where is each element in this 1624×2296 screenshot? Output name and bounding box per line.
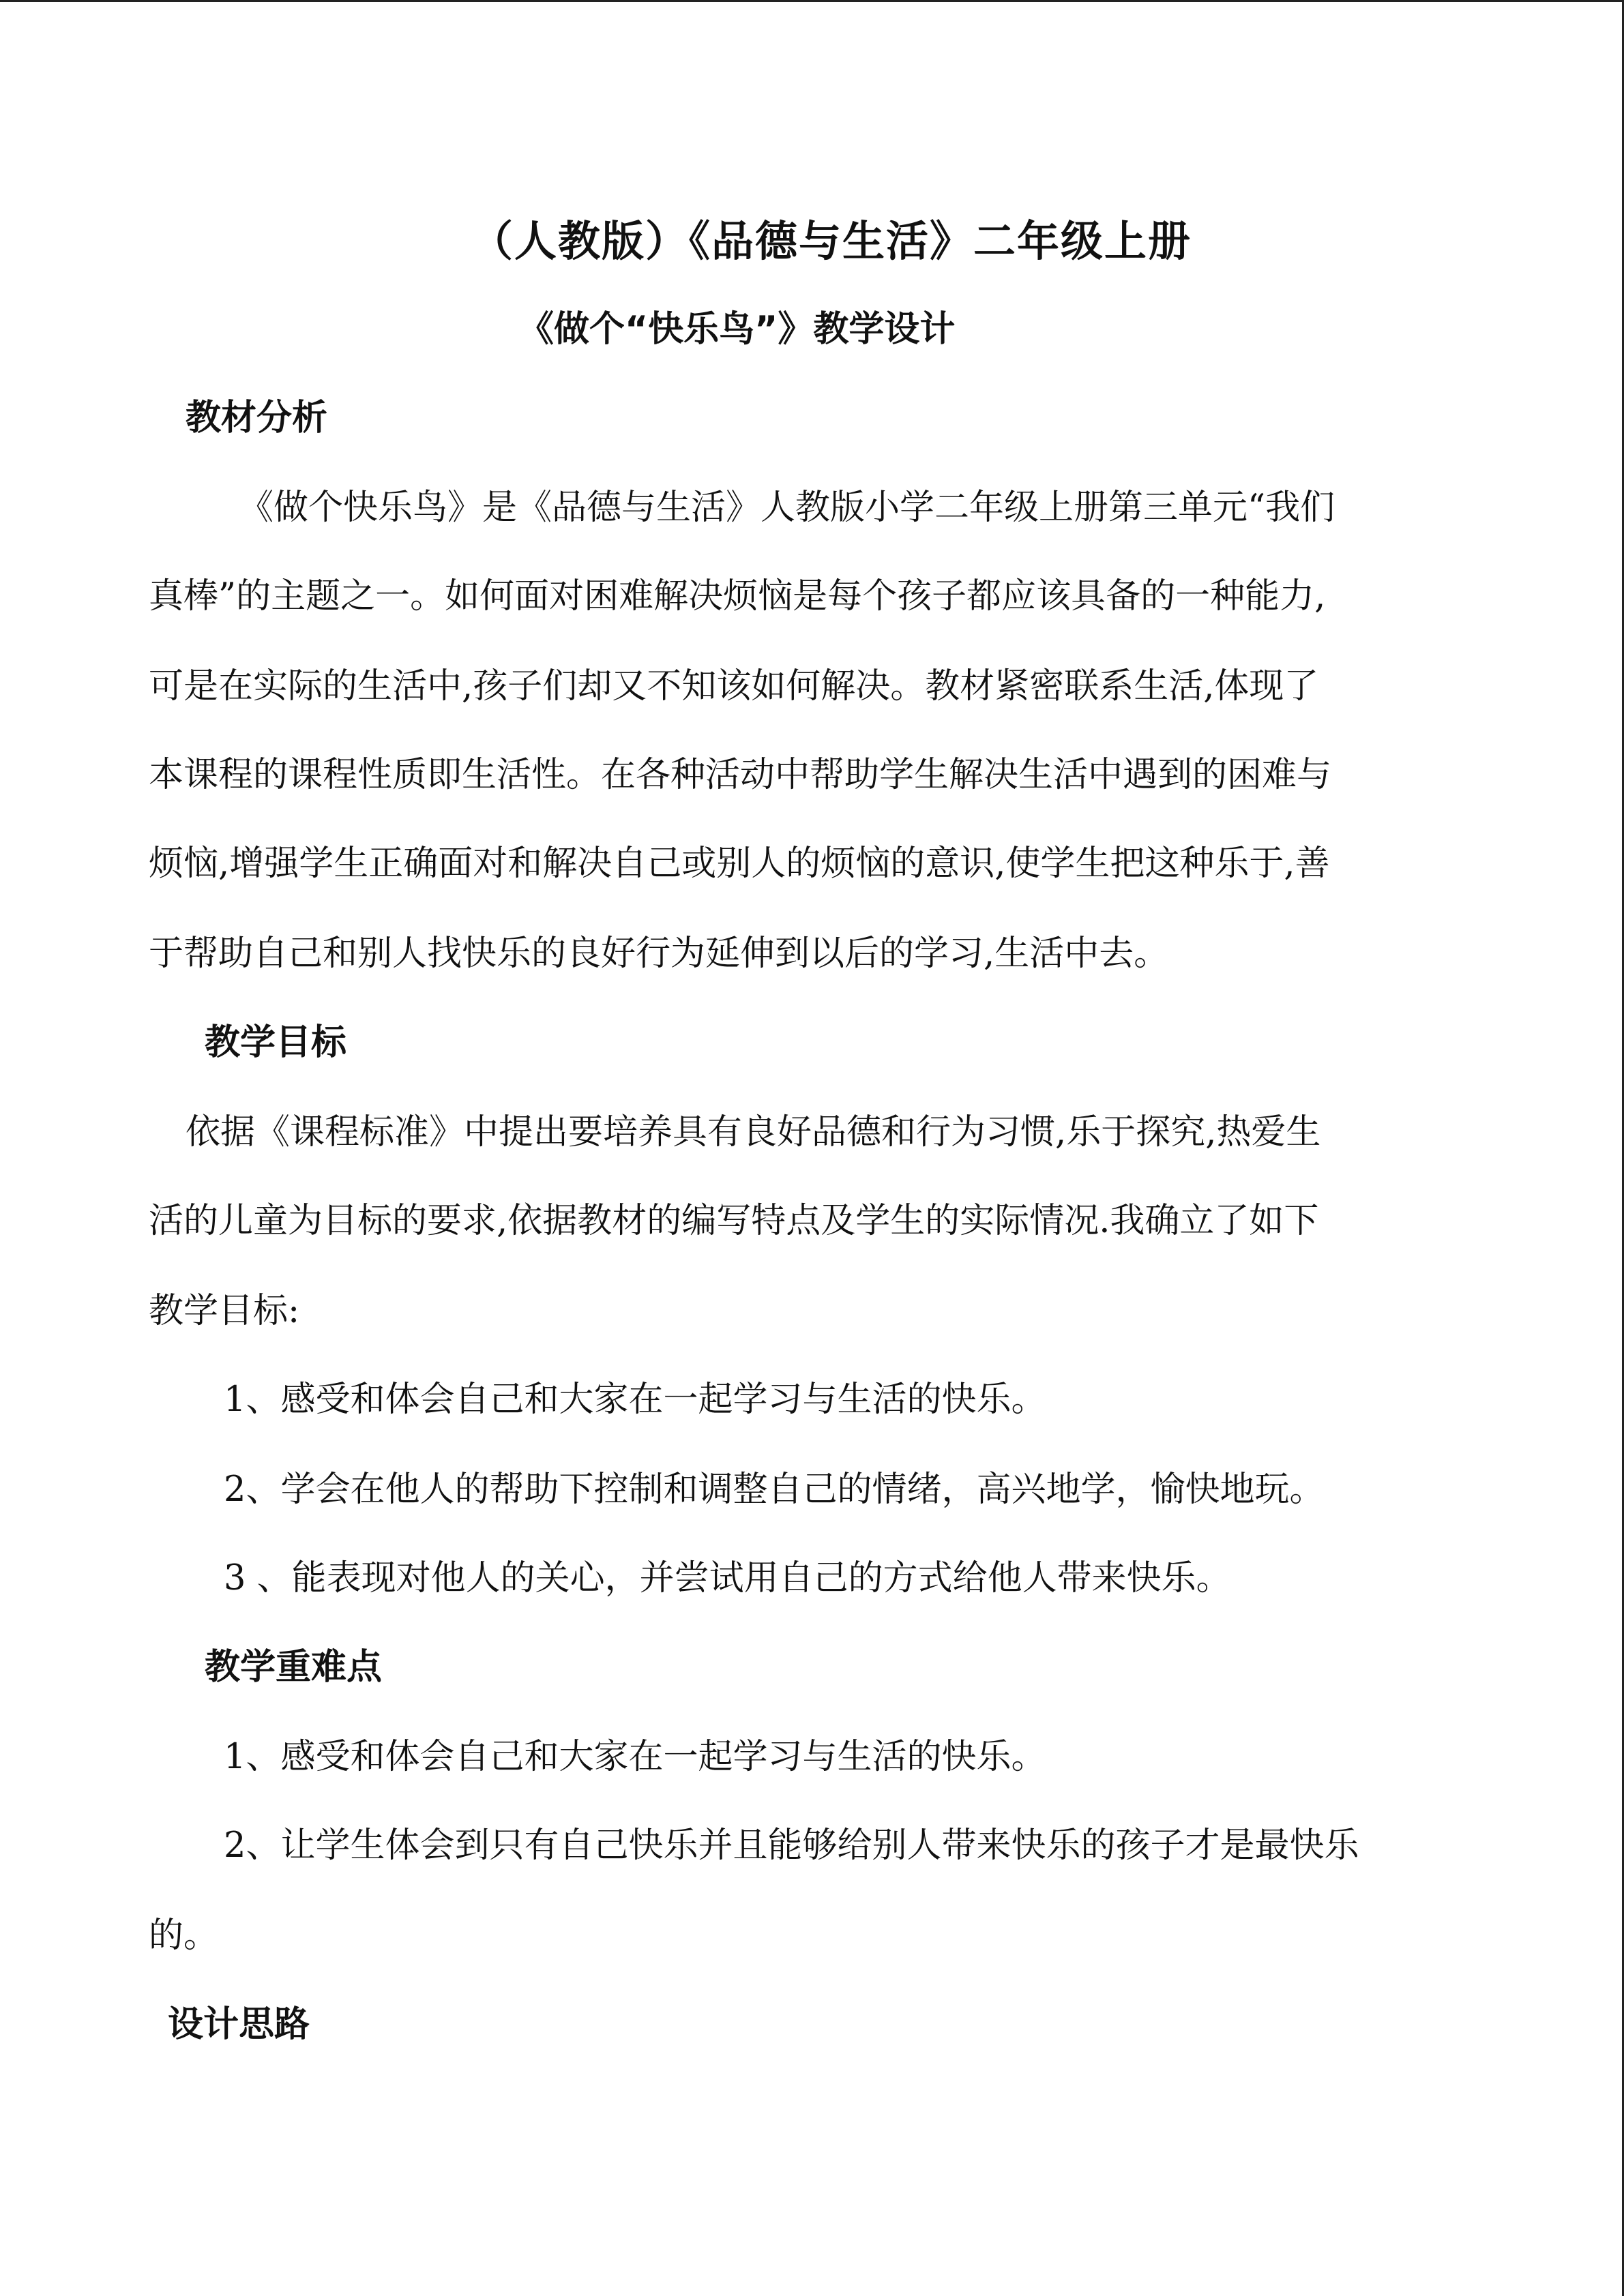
section-heading-key-points: 教学重难点 xyxy=(205,1647,383,1688)
page-border-top xyxy=(0,0,1624,2)
section-heading-material-analysis: 教材分析 xyxy=(186,398,328,438)
objective-item-2: 2、学会在他人的帮助下控制和调整自己的情绪，高兴地学，愉快地玩。 xyxy=(224,1470,1325,1510)
objective-item-3: 3 、能表现对他人的关心，并尝试用自己的方式给他人带来快乐。 xyxy=(224,1558,1231,1598)
paragraph-line: 活的儿童为目标的要求,依据教材的编写特点及学生的实际情况.我确立了如下 xyxy=(149,1201,1319,1241)
paragraph-line: 《做个快乐鸟》是《品德与生活》人教版小学二年级上册第三单元“我们 xyxy=(239,488,1335,528)
paragraph-line: 可是在实际的生活中,孩子们却又不知该如何解决。教材紧密联系生活,体现了 xyxy=(149,666,1319,706)
document-subtitle: 《做个“快乐鸟”》教学设计 xyxy=(518,309,956,350)
key-point-item-2: 2、让学生体会到只有自己快乐并且能够给别人带来快乐的孩子才是最快乐 xyxy=(224,1825,1359,1866)
section-heading-design-approach: 设计思路 xyxy=(168,2004,310,2045)
paragraph-line: 本课程的课程性质即生活性。在各种活动中帮助学生解决生活中遇到的困难与 xyxy=(149,755,1332,795)
paragraph-line: 依据《课程标准》中提出要培养具有良好品德和行为习惯,乐于探究,热爱生 xyxy=(186,1112,1321,1152)
paragraph-line: 教学目标: xyxy=(149,1291,300,1331)
paragraph-line: 于帮助自己和别人找快乐的良好行为延伸到以后的学习,生活中去。 xyxy=(149,934,1169,974)
paragraph-line: 真棒”的主题之一。如何面对困难解决烦恼是每个孩子都应该具备的一种能力, xyxy=(149,576,1326,616)
key-point-item-1: 1、感受和体会自己和大家在一起学习与生活的快乐。 xyxy=(224,1737,1046,1777)
document-title: （人教版）《品德与生活》二年级上册 xyxy=(471,216,1192,266)
section-heading-teaching-objectives: 教学目标 xyxy=(205,1022,347,1063)
paragraph-line: 烦恼,增强学生正确面对和解决自己或别人的烦恼的意识,使学生把这种乐于,善 xyxy=(149,844,1330,884)
objective-item-1: 1、感受和体会自己和大家在一起学习与生活的快乐。 xyxy=(224,1380,1046,1420)
paragraph-line: 的。 xyxy=(149,1915,219,1956)
